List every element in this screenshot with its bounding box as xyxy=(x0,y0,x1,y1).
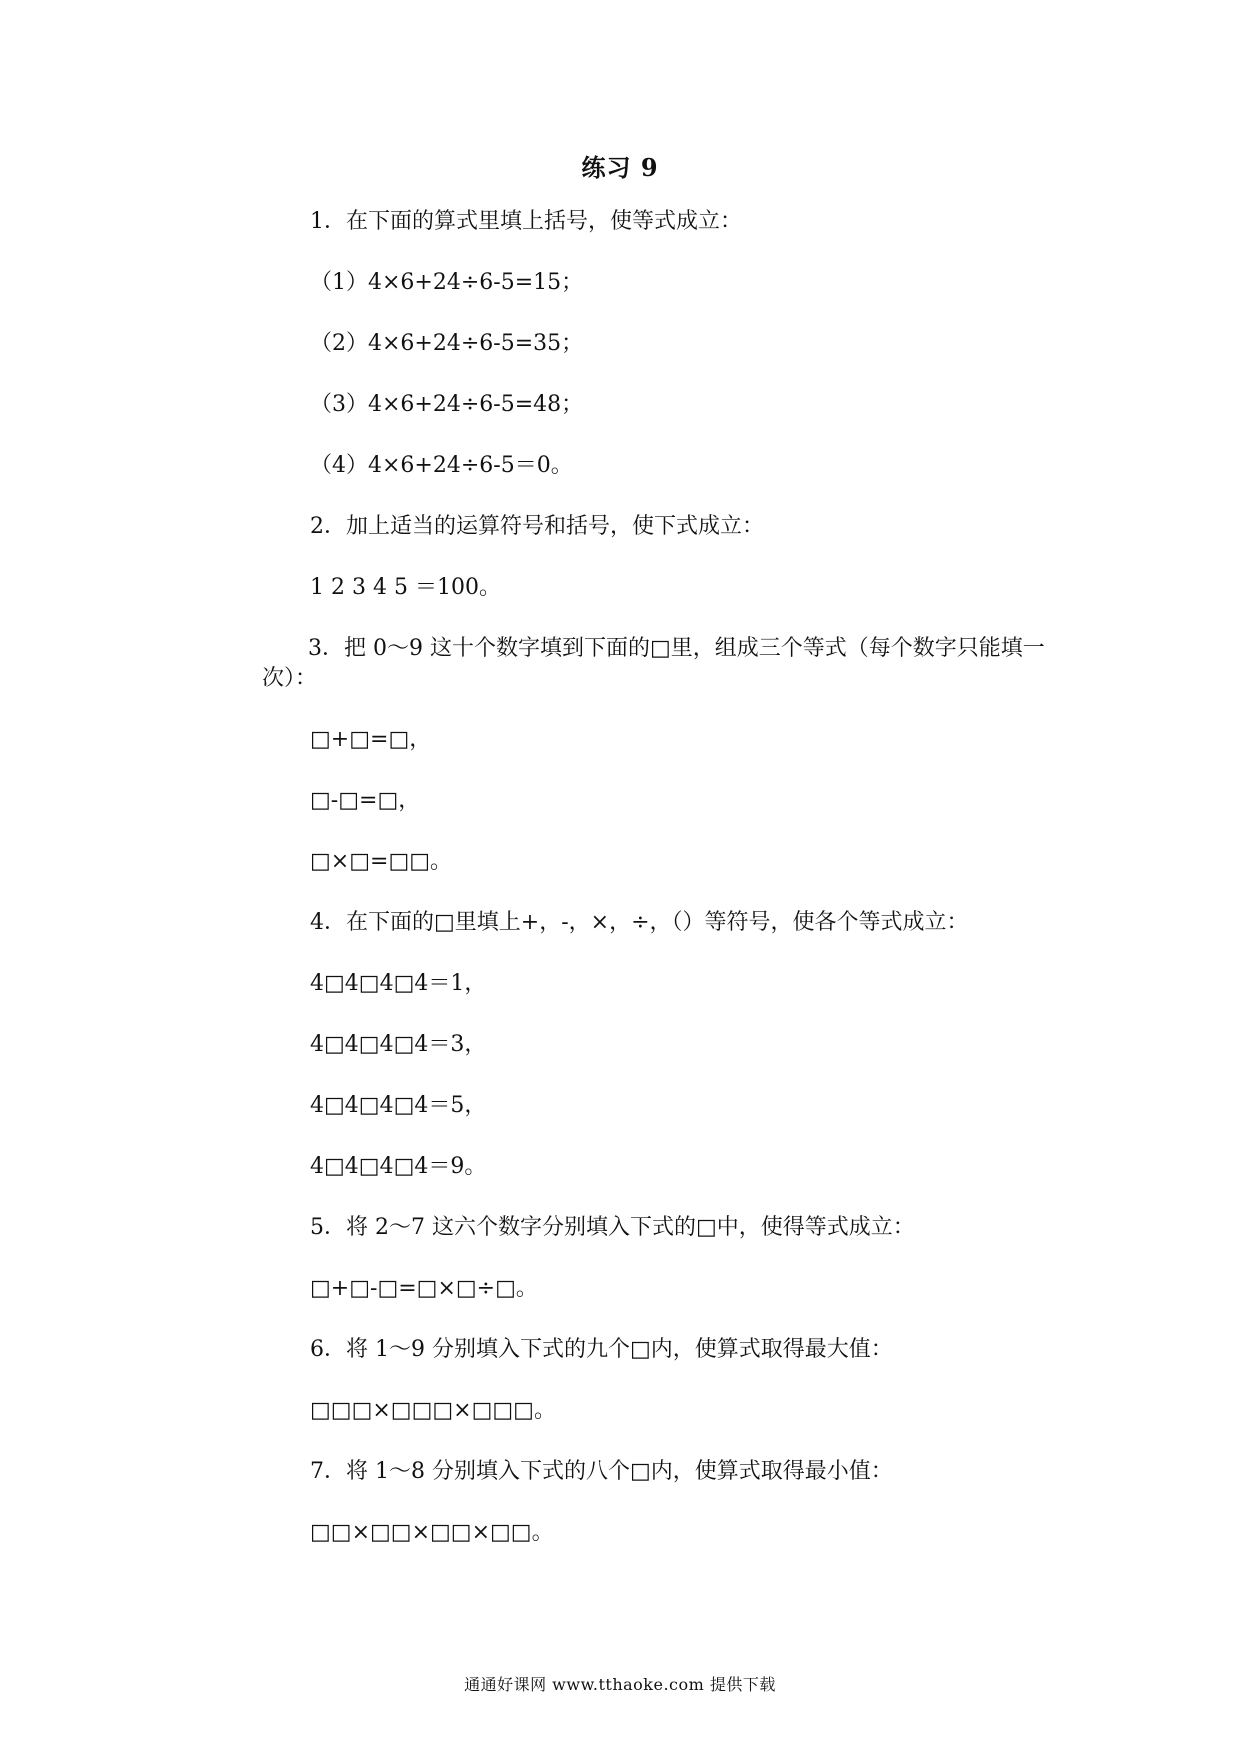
question-1-item: （2）4×6+24÷6-5=35； xyxy=(310,331,584,356)
question-3-item: □×□=□□。 xyxy=(310,849,453,874)
question-4-item: 4□4□4□4＝5， xyxy=(310,1093,487,1118)
question-2-item: 1 2 3 4 5 ＝100。 xyxy=(310,575,501,600)
question-4-item: 4□4□4□4＝1， xyxy=(310,971,487,996)
page-title: 练习 9 xyxy=(581,153,659,182)
question-4-item: 4□4□4□4＝3， xyxy=(310,1032,487,1057)
question-3-item: □+□=□， xyxy=(310,727,432,752)
question-2-prompt: 2．加上适当的运算符号和括号，使下式成立： xyxy=(310,514,764,539)
question-4-item: 4□4□4□4＝9。 xyxy=(310,1154,487,1179)
question-1-item: （4）4×6+24÷6-5＝0。 xyxy=(310,453,573,478)
question-6-item: □□□×□□□×□□□。 xyxy=(310,1398,556,1423)
question-5-item: □+□-□=□×□÷□。 xyxy=(310,1276,538,1301)
page-footer: 通通好课网 www.tthaoke.com 提供下载 xyxy=(464,1675,776,1694)
question-7-prompt: 7．将 1～8 分别填入下式的八个□内，使算式取得最小值： xyxy=(310,1459,893,1484)
question-6-prompt: 6．将 1～9 分别填入下式的九个□内，使算式取得最大值： xyxy=(310,1337,893,1362)
question-4-prompt: 4．在下面的□里填上+，-，×，÷，（）等符号，使各个等式成立： xyxy=(310,910,969,935)
question-1-item: （1）4×6+24÷6-5=15； xyxy=(310,270,584,295)
exercise-list xyxy=(262,207,1062,1579)
question-3-item: □-□=□， xyxy=(310,788,421,813)
question-1-item: （3）4×6+24÷6-5=48； xyxy=(310,392,584,417)
question-3-prompt: 3．把 0～9 这十个数字填到下面的□里，组成三个等式（每个数字只能填一次）： xyxy=(262,636,1045,691)
question-1-prompt: 1．在下面的算式里填上括号，使等式成立： xyxy=(310,209,742,234)
question-5-prompt: 5．将 2～7 这六个数字分别填入下式的□中，使得等式成立： xyxy=(310,1215,915,1240)
question-7-item: □□×□□×□□×□□。 xyxy=(310,1520,554,1545)
